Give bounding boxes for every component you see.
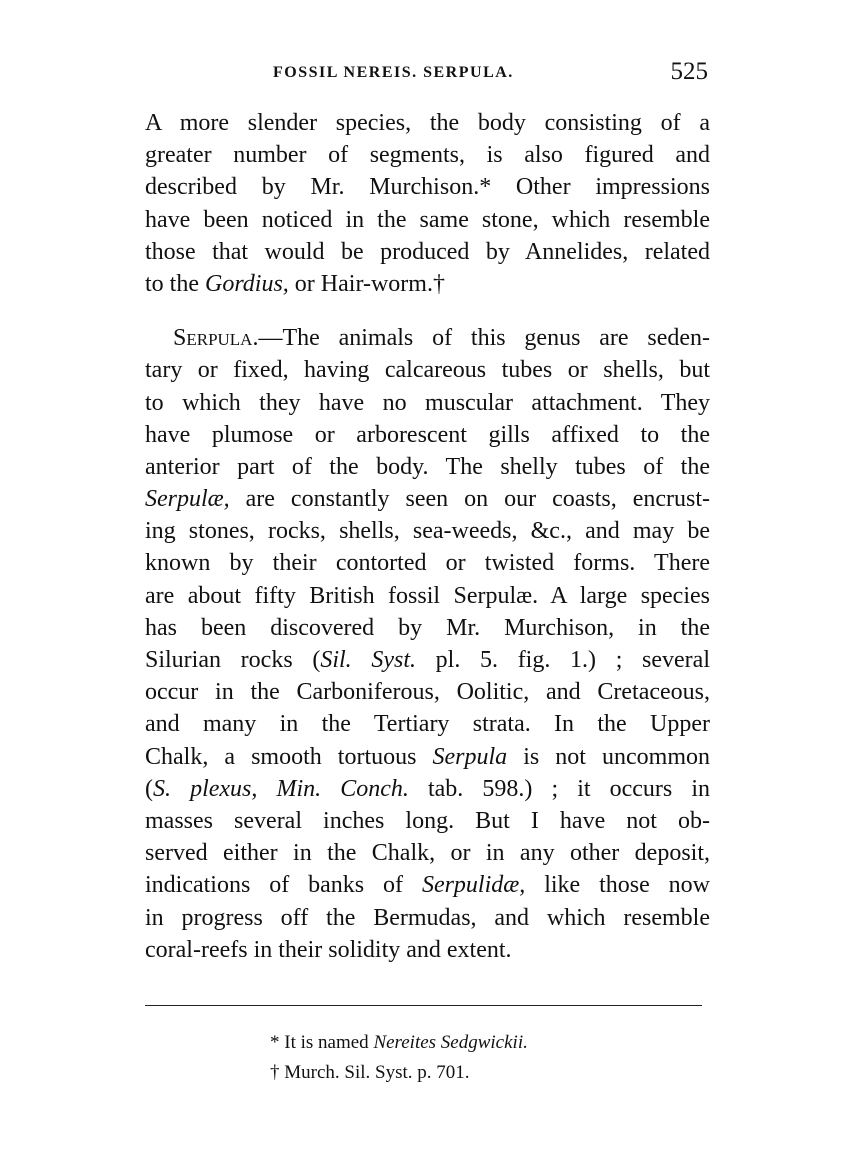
text-line: coral-reefs in their solidity and extent. [145, 936, 512, 963]
text-run: indications of banks of [145, 872, 422, 899]
text-line: are about fifty British fossil Serpulæ. A large species [145, 582, 710, 609]
text-line [145, 268, 710, 300]
genus-name: Serpulæ, [145, 486, 230, 513]
text-line [145, 644, 710, 676]
text-line [145, 483, 710, 515]
page-body [145, 107, 710, 966]
text-line: those that would be produced by Annelides, related [145, 238, 710, 265]
text-run: to the [145, 270, 205, 297]
genus-name: Gordius, [205, 270, 289, 297]
paragraph-gap [145, 300, 710, 322]
footnote-2: † Murch. Sil. Syst. p. 701. [270, 1062, 470, 1083]
paragraph-serpula [145, 322, 710, 966]
text-run: Chalk, a smooth tortuous [145, 743, 433, 770]
text-line [145, 773, 710, 805]
page-number: 525 [670, 58, 708, 85]
footnote-1 [270, 1028, 710, 1058]
text-run: or Hair-worm.† [288, 270, 445, 297]
text-run: like those now [525, 872, 710, 899]
text-line: known by their contorted or twisted forms. There [145, 550, 710, 577]
text-line: greater number of segments, is also figured and [145, 142, 710, 169]
text-run: ( [145, 775, 153, 802]
text-line [145, 741, 710, 773]
text-line: have been noticed in the same stone, which resemble [145, 206, 710, 233]
text-line: in progress off the Bermudas, and which resemble [145, 904, 710, 931]
text-line: has been discovered by Mr. Murchison, in the [145, 614, 710, 641]
text-line: and many in the Tertiary strata. In the Upper [145, 711, 710, 738]
genus-name: Serpulidæ, [421, 872, 526, 899]
text-line: tary or fixed, having calcareous tubes or shells, but [145, 357, 710, 384]
paragraph-annelides [145, 107, 710, 300]
text-line: anterior part of the body. The shelly tubes of the [145, 453, 710, 480]
running-title: FOSSIL NEREIS. SERPULA. [273, 64, 514, 81]
text-line: masses several inches long. But I have not ob- [145, 807, 710, 834]
text-line: described by Mr. Murchison.* Other impressions [145, 174, 710, 201]
text-line: A more slender species, the body consisting of a [145, 110, 710, 136]
text-run: is not uncommon [507, 743, 710, 770]
text-line: occur in the Carboniferous, Oolitic, and Cretaceous, [145, 679, 710, 706]
text-line [145, 322, 710, 354]
text-run: —The animals of this genus are seden- [258, 325, 710, 352]
footnotes [270, 1028, 710, 1088]
genus-name: Serpula [432, 743, 508, 770]
footnote-rule [145, 1005, 702, 1006]
text-run: are constantly seen on our coasts, encrust- [229, 486, 710, 513]
text-run: Silurian rocks ( [145, 647, 321, 673]
text-line: have plumose or arborescent gills affixed to the [145, 421, 710, 448]
text-line [145, 869, 710, 901]
citation: S. plexus, Min. Conch. [153, 775, 409, 802]
text-line: served either in the Chalk, or in any other deposit, [145, 840, 710, 867]
text-run: tab. 598.) ; it occurs in [408, 775, 711, 802]
text-line: ing stones, rocks, shells, sea-weeds, &c., and may be [145, 518, 710, 545]
section-heading: Serpula. [173, 325, 259, 352]
citation: Sil. Syst. [320, 647, 416, 673]
text-run: pl. 5. fig. 1.) ; several [416, 647, 710, 673]
species-name: Nereites Sedgwickii. [373, 1032, 528, 1053]
text-line: to which they have no muscular attachment. They [145, 389, 710, 416]
page-header [145, 58, 710, 92]
text-run: * It is named [270, 1032, 374, 1053]
